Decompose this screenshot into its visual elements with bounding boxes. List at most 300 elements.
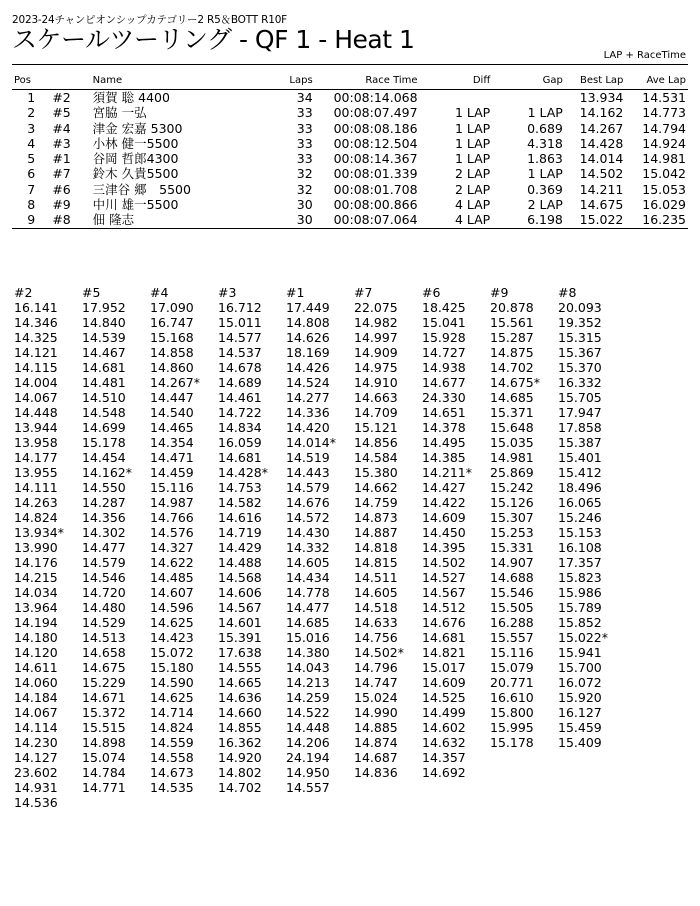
lap-column-car: #5 bbox=[82, 285, 101, 300]
result-laps: 33 bbox=[296, 151, 313, 167]
lap-time: 14.539 bbox=[82, 330, 126, 345]
lap-time: 14.622 bbox=[150, 555, 194, 570]
lap-time: 14.448 bbox=[14, 405, 58, 420]
lap-time: 15.153 bbox=[558, 525, 602, 540]
lap-time: 14.671 bbox=[82, 690, 126, 705]
col-name: Name bbox=[91, 74, 271, 90]
lap-time: 14.422 bbox=[422, 495, 466, 510]
lap-time: 17.947 bbox=[558, 405, 602, 420]
lap-time: 15.920 bbox=[558, 690, 602, 705]
lap-time: 14.519 bbox=[286, 450, 330, 465]
result-race-time: 00:08:07.497 bbox=[333, 105, 418, 121]
lap-time: 14.692 bbox=[422, 765, 466, 780]
lap-time: 14.727 bbox=[422, 345, 466, 360]
lap-time: 15.011 bbox=[218, 315, 262, 330]
lap-time: 14.518 bbox=[354, 600, 398, 615]
result-pos: 9 bbox=[12, 212, 50, 228]
lap-time: 15.079 bbox=[490, 660, 534, 675]
lap-time: 14.824 bbox=[14, 510, 58, 525]
lap-time: 14.014* bbox=[286, 435, 336, 450]
lap-time: 15.367 bbox=[558, 345, 602, 360]
lap-time: 15.412 bbox=[558, 465, 602, 480]
lap-time: 14.332 bbox=[286, 540, 330, 555]
lap-time: 13.934* bbox=[14, 525, 64, 540]
lap-time: 14.660 bbox=[218, 705, 262, 720]
result-car-number: #2 bbox=[52, 90, 71, 105]
lap-time: 16.288 bbox=[490, 615, 534, 630]
lap-time: 14.907 bbox=[490, 555, 534, 570]
result-ave-lap: 16.235 bbox=[625, 212, 688, 228]
lap-time: 16.141 bbox=[14, 300, 58, 315]
result-laps: 30 bbox=[270, 212, 314, 228]
result-diff bbox=[420, 90, 493, 106]
lap-column bbox=[354, 285, 422, 810]
lap-time: 14.215 bbox=[14, 570, 58, 585]
result-best-lap: 14.428 bbox=[579, 135, 624, 151]
result-race-time: 00:08:00.866 bbox=[333, 197, 418, 213]
lap-time: 14.681 bbox=[218, 450, 262, 465]
lap-time: 23.602 bbox=[14, 765, 58, 780]
lap-time: 14.836 bbox=[354, 765, 398, 780]
lap-time: 14.681 bbox=[82, 360, 126, 375]
result-gap: 1 LAP bbox=[527, 166, 563, 182]
lap-time: 14.121 bbox=[14, 345, 58, 360]
lap-time: 14.325 bbox=[14, 330, 58, 345]
lap-time: 15.995 bbox=[490, 720, 534, 735]
lap-time: 14.127 bbox=[14, 750, 58, 765]
lap-time: 14.824 bbox=[150, 720, 194, 735]
lap-time: 14.808 bbox=[286, 315, 330, 330]
lap-time: 14.357 bbox=[422, 750, 466, 765]
lap-time: 14.753 bbox=[218, 480, 262, 495]
lap-time: 14.510 bbox=[82, 390, 126, 405]
lap-time: 14.568 bbox=[218, 570, 262, 585]
lap-time: 15.557 bbox=[490, 630, 534, 645]
event-subtitle: 2023-24チャンピオンシップカテゴリー2 R5＆BOTT R10F bbox=[12, 14, 288, 26]
result-driver-name: 佃 隆志 bbox=[91, 212, 271, 228]
lap-time: 15.022* bbox=[558, 630, 608, 645]
result-race-time: 00:08:12.504 bbox=[333, 135, 418, 151]
lap-column bbox=[490, 285, 558, 810]
result-row bbox=[12, 105, 688, 120]
result-race-time: 00:08:07.064 bbox=[315, 212, 420, 228]
result-diff: 1 LAP bbox=[454, 151, 491, 167]
lap-time: 16.127 bbox=[558, 705, 602, 720]
lap-time: 14.277 bbox=[286, 390, 330, 405]
lap-time: 14.430 bbox=[286, 525, 330, 540]
lap-time: 14.719 bbox=[218, 525, 262, 540]
lap-time: 14.454 bbox=[82, 450, 126, 465]
lap-time: 14.582 bbox=[218, 495, 262, 510]
lap-time: 14.302 bbox=[82, 525, 126, 540]
lap-time: 14.722 bbox=[218, 405, 262, 420]
lap-time: 14.601 bbox=[218, 615, 262, 630]
lap-time: 17.357 bbox=[558, 555, 602, 570]
title-divider bbox=[12, 64, 688, 65]
lap-time: 14.759 bbox=[354, 495, 398, 510]
lap-time: 24.194 bbox=[286, 750, 330, 765]
result-laps: 32 bbox=[296, 166, 313, 182]
result-diff: 4 LAP bbox=[454, 197, 491, 213]
lap-time: 14.395 bbox=[422, 540, 466, 555]
lap-time: 19.352 bbox=[558, 315, 602, 330]
lap-time: 22.075 bbox=[354, 300, 398, 315]
lap-time: 17.449 bbox=[286, 300, 330, 315]
lap-time: 14.665 bbox=[218, 675, 262, 690]
lap-time: 14.465 bbox=[150, 420, 194, 435]
result-ave-lap: 14.981 bbox=[642, 151, 686, 167]
result-laps: 30 bbox=[296, 197, 313, 213]
lap-time: 15.852 bbox=[558, 615, 602, 630]
lap-time: 14.512 bbox=[422, 600, 466, 615]
lap-time: 14.176 bbox=[14, 555, 58, 570]
lap-time: 14.067 bbox=[14, 390, 58, 405]
results-table bbox=[12, 74, 688, 229]
lap-time: 16.610 bbox=[490, 690, 534, 705]
lap-column bbox=[218, 285, 286, 810]
result-row bbox=[12, 197, 688, 212]
result-row bbox=[12, 90, 688, 106]
lap-time: 14.590 bbox=[150, 675, 194, 690]
result-driver-name: 三津谷 郷 5500 bbox=[92, 181, 191, 197]
lap-time: 14.699 bbox=[82, 420, 126, 435]
lap-time: 14.702 bbox=[218, 780, 262, 795]
report-mode: LAP + RaceTime bbox=[603, 50, 686, 61]
result-race-time: 00:08:01.708 bbox=[333, 181, 418, 197]
lap-time: 16.712 bbox=[218, 300, 262, 315]
lap-time: 14.481 bbox=[82, 375, 126, 390]
lap-time: 14.336 bbox=[286, 405, 330, 420]
lap-time: 16.332 bbox=[558, 375, 602, 390]
result-car-number: #7 bbox=[52, 166, 71, 182]
lap-time: 14.558 bbox=[150, 750, 194, 765]
lap-time: 14.858 bbox=[150, 345, 194, 360]
lap-time: 14.067 bbox=[14, 705, 58, 720]
lap-column-car: #9 bbox=[490, 285, 509, 300]
result-race-time: 00:08:14.367 bbox=[333, 151, 418, 167]
lap-time: 15.074 bbox=[82, 750, 126, 765]
lap-time: 14.579 bbox=[82, 555, 126, 570]
lap-time: 14.662 bbox=[354, 480, 398, 495]
lap-time: 15.180 bbox=[150, 660, 194, 675]
lap-time: 14.821 bbox=[422, 645, 466, 660]
lap-time: 16.059 bbox=[218, 435, 262, 450]
lap-time: 14.477 bbox=[286, 600, 330, 615]
lap-time: 15.372 bbox=[82, 705, 126, 720]
lap-time: 14.448 bbox=[286, 720, 330, 735]
result-ave-lap: 16.029 bbox=[642, 197, 686, 213]
lap-column bbox=[82, 285, 150, 810]
col-pos: Pos bbox=[12, 74, 50, 90]
lap-time: 14.115 bbox=[14, 360, 58, 375]
lap-time: 14.771 bbox=[82, 780, 126, 795]
results-header-row bbox=[12, 74, 688, 90]
result-race-time: 00:08:14.068 bbox=[333, 90, 418, 105]
lap-time: 14.802 bbox=[218, 765, 262, 780]
result-pos: 5 bbox=[27, 151, 36, 167]
result-pos: 8 bbox=[27, 197, 36, 213]
result-best-lap: 14.162 bbox=[579, 105, 624, 121]
col-best-lap: Best Lap bbox=[565, 74, 626, 90]
result-gap: 4.318 bbox=[527, 135, 563, 151]
lap-time: 14.511 bbox=[354, 570, 398, 585]
lap-time: 14.709 bbox=[354, 405, 398, 420]
lap-time: 14.004 bbox=[14, 375, 58, 390]
lap-time: 13.990 bbox=[14, 540, 58, 555]
result-gap bbox=[492, 90, 565, 106]
lap-time: 14.529 bbox=[82, 615, 126, 630]
result-car-number: #8 bbox=[50, 212, 90, 228]
col-laps: Laps bbox=[270, 74, 314, 90]
lap-time: 14.609 bbox=[422, 510, 466, 525]
lap-time: 14.834 bbox=[218, 420, 262, 435]
lap-time: 14.677 bbox=[422, 375, 466, 390]
lap-time: 14.818 bbox=[354, 540, 398, 555]
result-diff: 4 LAP bbox=[420, 212, 493, 228]
col-diff: Diff bbox=[420, 74, 493, 90]
lap-time: 13.958 bbox=[14, 435, 58, 450]
lap-time: 14.576 bbox=[150, 525, 194, 540]
lap-time: 14.527 bbox=[422, 570, 466, 585]
lap-time: 15.800 bbox=[490, 705, 534, 720]
lap-time: 15.121 bbox=[354, 420, 398, 435]
lap-time: 15.035 bbox=[490, 435, 534, 450]
lap-time: 17.090 bbox=[150, 300, 194, 315]
lap-time: 14.885 bbox=[354, 720, 398, 735]
lap-time: 15.928 bbox=[422, 330, 466, 345]
result-driver-name: 小林 健一5500 bbox=[92, 135, 179, 151]
result-gap: 1.863 bbox=[527, 151, 563, 167]
lap-time: 18.425 bbox=[422, 300, 466, 315]
lap-time: 14.194 bbox=[14, 615, 58, 630]
lap-time: 15.546 bbox=[490, 585, 534, 600]
lap-time: 14.385 bbox=[422, 450, 466, 465]
lap-time: 14.467 bbox=[82, 345, 126, 360]
lap-time: 14.429 bbox=[218, 540, 262, 555]
result-driver-name: 鈴木 久貴5500 bbox=[92, 166, 179, 182]
lap-time: 14.987 bbox=[150, 495, 194, 510]
lap-time: 14.579 bbox=[286, 480, 330, 495]
lap-time: 15.017 bbox=[422, 660, 466, 675]
lap-time: 15.648 bbox=[490, 420, 534, 435]
lap-times-grid bbox=[14, 285, 626, 810]
lap-time: 14.950 bbox=[286, 765, 330, 780]
lap-time: 14.502* bbox=[354, 645, 404, 660]
lap-time: 14.488 bbox=[218, 555, 262, 570]
result-ave-lap: 15.053 bbox=[642, 181, 686, 197]
result-driver-name: 中川 雄一5500 bbox=[92, 197, 179, 213]
lap-time: 14.354 bbox=[150, 435, 194, 450]
lap-time: 14.525 bbox=[422, 690, 466, 705]
lap-time: 14.616 bbox=[218, 510, 262, 525]
race-title: スケールツーリング - QF 1 - Heat 1 bbox=[12, 25, 415, 54]
lap-time: 14.180 bbox=[14, 630, 58, 645]
result-laps: 34 bbox=[296, 90, 313, 105]
result-car-number: #6 bbox=[52, 181, 71, 197]
col-ave-lap: Ave Lap bbox=[625, 74, 688, 90]
lap-time: 14.211* bbox=[422, 465, 472, 480]
lap-time: 14.920 bbox=[218, 750, 262, 765]
lap-time: 14.910 bbox=[354, 375, 398, 390]
lap-time: 14.537 bbox=[218, 345, 262, 360]
lap-time: 14.522 bbox=[286, 705, 330, 720]
lap-time: 14.675 bbox=[82, 660, 126, 675]
lap-time: 14.513 bbox=[82, 630, 126, 645]
lap-time: 14.766 bbox=[150, 510, 194, 525]
lap-time: 14.447 bbox=[150, 390, 194, 405]
lap-time: 18.496 bbox=[558, 480, 602, 495]
lap-time: 14.855 bbox=[218, 720, 262, 735]
result-best-lap: 14.502 bbox=[579, 166, 624, 182]
lap-column-car: #6 bbox=[422, 285, 441, 300]
result-pos: 2 bbox=[27, 105, 36, 121]
lap-time: 14.477 bbox=[82, 540, 126, 555]
result-car-number: #4 bbox=[52, 120, 71, 136]
lap-time: 15.401 bbox=[558, 450, 602, 465]
result-ave-lap: 14.773 bbox=[642, 105, 686, 121]
lap-time: 14.327 bbox=[150, 540, 194, 555]
result-gap: 2 LAP bbox=[527, 197, 563, 213]
lap-time: 15.178 bbox=[82, 435, 126, 450]
lap-time: 14.815 bbox=[354, 555, 398, 570]
result-ave-lap: 14.924 bbox=[642, 135, 686, 151]
lap-time: 14.548 bbox=[82, 405, 126, 420]
lap-time: 14.626 bbox=[286, 330, 330, 345]
lap-time: 14.625 bbox=[150, 615, 194, 630]
result-car-number: #9 bbox=[52, 197, 71, 213]
lap-time: 14.230 bbox=[14, 735, 58, 750]
lap-column bbox=[422, 285, 490, 810]
lap-time: 14.555 bbox=[218, 660, 262, 675]
results-body bbox=[12, 90, 688, 229]
result-best-lap: 14.211 bbox=[579, 181, 624, 197]
lap-time: 14.625 bbox=[150, 690, 194, 705]
lap-time: 14.756 bbox=[354, 630, 398, 645]
lap-time: 14.840 bbox=[82, 315, 126, 330]
lap-time: 14.720 bbox=[82, 585, 126, 600]
lap-time: 17.638 bbox=[218, 645, 262, 660]
lap-time: 14.778 bbox=[286, 585, 330, 600]
lap-time: 15.168 bbox=[150, 330, 194, 345]
lap-time: 14.997 bbox=[354, 330, 398, 345]
lap-time: 14.034 bbox=[14, 585, 58, 600]
lap-time: 16.108 bbox=[558, 540, 602, 555]
result-row bbox=[12, 182, 688, 197]
lap-time: 14.559 bbox=[150, 735, 194, 750]
lap-time: 14.443 bbox=[286, 465, 330, 480]
result-best-lap: 14.675 bbox=[579, 197, 624, 213]
result-pos: 4 bbox=[27, 135, 36, 151]
lap-time: 14.499 bbox=[422, 705, 466, 720]
lap-time: 16.362 bbox=[218, 735, 262, 750]
result-pos: 1 bbox=[27, 90, 36, 105]
lap-time: 13.964 bbox=[14, 600, 58, 615]
lap-time: 14.557 bbox=[286, 780, 330, 795]
lap-time: 14.111 bbox=[14, 480, 58, 495]
lap-time: 14.860 bbox=[150, 360, 194, 375]
lap-time: 14.267* bbox=[150, 375, 200, 390]
result-diff: 2 LAP bbox=[454, 181, 491, 197]
lap-time: 15.941 bbox=[558, 645, 602, 660]
lap-time: 14.676 bbox=[286, 495, 330, 510]
lap-time: 14.909 bbox=[354, 345, 398, 360]
lap-time: 24.330 bbox=[422, 390, 466, 405]
lap-time: 15.387 bbox=[558, 435, 602, 450]
result-laps: 33 bbox=[296, 105, 313, 121]
lap-time: 14.609 bbox=[422, 675, 466, 690]
lap-time: 14.567 bbox=[218, 600, 262, 615]
result-laps: 33 bbox=[296, 120, 313, 136]
result-gap: 6.198 bbox=[492, 212, 565, 228]
lap-column-car: #7 bbox=[354, 285, 373, 300]
lap-time: 14.480 bbox=[82, 600, 126, 615]
result-pos: 7 bbox=[27, 181, 36, 197]
result-driver-name: 須賀 聡 4400 bbox=[92, 90, 170, 105]
lap-time: 15.116 bbox=[150, 480, 194, 495]
lap-time: 14.263 bbox=[14, 495, 58, 510]
lap-time: 14.651 bbox=[422, 405, 466, 420]
lap-time: 14.120 bbox=[14, 645, 58, 660]
lap-time: 14.346 bbox=[14, 315, 58, 330]
lap-time: 17.858 bbox=[558, 420, 602, 435]
lap-time: 14.461 bbox=[218, 390, 262, 405]
lap-time: 15.789 bbox=[558, 600, 602, 615]
result-driver-name: 谷岡 哲郎4300 bbox=[92, 151, 179, 167]
col-gap: Gap bbox=[492, 74, 565, 90]
lap-time: 14.747 bbox=[354, 675, 398, 690]
lap-time: 16.747 bbox=[150, 315, 194, 330]
lap-time: 15.409 bbox=[558, 735, 602, 750]
result-driver-name: 宮脇 一弘 bbox=[92, 105, 147, 121]
lap-time: 15.705 bbox=[558, 390, 602, 405]
col-number bbox=[50, 74, 90, 90]
lap-time: 14.177 bbox=[14, 450, 58, 465]
lap-time: 14.875 bbox=[490, 345, 534, 360]
lap-time: 14.502 bbox=[422, 555, 466, 570]
result-row bbox=[12, 121, 688, 136]
lap-time: 14.380 bbox=[286, 645, 330, 660]
lap-time: 15.116 bbox=[490, 645, 534, 660]
lap-time: 14.611 bbox=[14, 660, 58, 675]
lap-time: 17.952 bbox=[82, 300, 126, 315]
lap-time: 14.633 bbox=[354, 615, 398, 630]
lap-column bbox=[286, 285, 354, 810]
lap-time: 14.572 bbox=[286, 510, 330, 525]
lap-column-car: #8 bbox=[558, 285, 577, 300]
lap-time: 14.673 bbox=[150, 765, 194, 780]
lap-time: 15.178 bbox=[490, 735, 534, 750]
lap-time: 14.426 bbox=[286, 360, 330, 375]
lap-time: 14.982 bbox=[354, 315, 398, 330]
lap-time: 14.676 bbox=[422, 615, 466, 630]
result-car-number: #3 bbox=[52, 135, 71, 151]
lap-time: 14.459 bbox=[150, 465, 194, 480]
lap-time: 14.681 bbox=[422, 630, 466, 645]
result-best-lap: 13.934 bbox=[579, 90, 624, 105]
lap-time: 14.546 bbox=[82, 570, 126, 585]
result-gap: 0.689 bbox=[527, 120, 563, 136]
lap-time: 15.700 bbox=[558, 660, 602, 675]
lap-time: 15.561 bbox=[490, 315, 534, 330]
lap-time: 14.981 bbox=[490, 450, 534, 465]
lap-column bbox=[150, 285, 218, 810]
lap-time: 14.685 bbox=[490, 390, 534, 405]
lap-time: 15.287 bbox=[490, 330, 534, 345]
lap-column-car: #4 bbox=[150, 285, 169, 300]
lap-time: 14.873 bbox=[354, 510, 398, 525]
lap-time: 14.423 bbox=[150, 630, 194, 645]
lap-time: 14.043 bbox=[286, 660, 330, 675]
